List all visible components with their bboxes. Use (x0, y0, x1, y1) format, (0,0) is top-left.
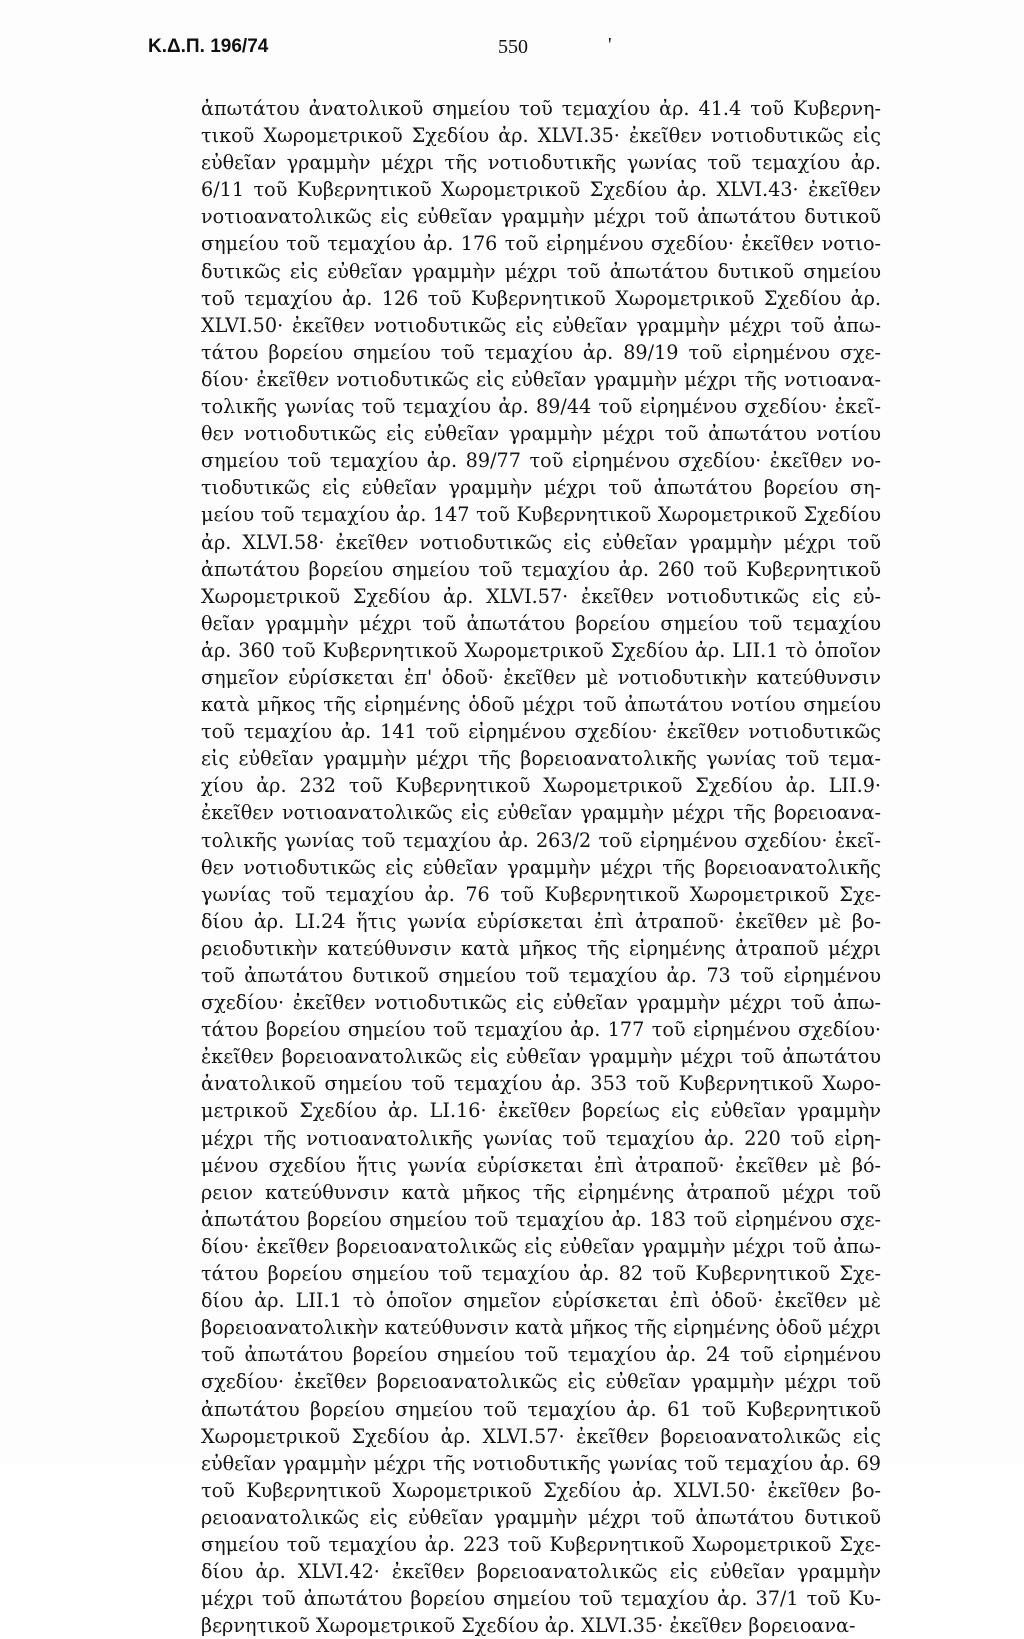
text-line: τάτου βορείου σημείου τοῦ τεμαχίου ἀρ. 82 τοῦ Κυβερνητικοῦ Σχε- (201, 1262, 881, 1286)
page-header (148, 36, 768, 66)
text-line: βορειοανατολικὴν κατεύθυνσιν κατὰ μῆκος τῆς εἰρημένης ὁδοῦ μέχρι (201, 1316, 881, 1340)
text-line: δίου ἀρ. LI.24 ἥτις γωνία εὑρίσκεται ἐπὶ ἀτραποῦ· ἐκεῖθεν μὲ βο- (201, 909, 881, 933)
text-line: τολικῆς γωνίας τοῦ τεμαχίου ἀρ. 89/44 τοῦ εἰρημένου σχεδίου· ἐκεῖ- (201, 395, 881, 419)
text-line: τοῦ τεμαχίου ἀρ. 141 τοῦ εἰρημένου σχεδίου· ἐκεῖθεν νοτιοδυτικῶς (201, 720, 881, 744)
text-line: XLVI.50· ἐκεῖθεν νοτιοδυτικῶς εἰς εὐθεῖαν γραμμὴν μέχρι τοῦ ἀπω- (201, 313, 881, 337)
text-line: τικοῦ Χωρομετρικοῦ Σχεδίου ἀρ. XLVI.35· ἐκεῖθεν νοτιοδυτικῶς εἰς (201, 124, 881, 148)
text-line: βερνητικοῦ Χωρομετρικοῦ Σχεδίου ἀρ. XLVI.35· ἐκεῖθεν βορειοανα- (201, 1614, 856, 1638)
text-line: θεν νοτιοδυτικῶς εἰς εὐθεῖαν γραμμὴν μέχρι τῆς βορειοανατολικῆς (201, 855, 881, 879)
text-line: ρειοδυτικὴν κατεύθυνσιν κατὰ μῆκος τῆς εἰρημένης ἀτραποῦ μέχρι (201, 936, 881, 960)
text-line: δίου· ἐκεῖθεν βορειοανατολικῶς εἰς εὐθεῖαν γραμμὴν μέχρι τοῦ ἀπω- (201, 1234, 881, 1258)
text-line: τάτου βορείου σημείου τοῦ τεμαχίου ἀρ. 177 τοῦ εἰρημένου σχεδίου· (201, 1018, 881, 1042)
text-line: τολικῆς γωνίας τοῦ τεμαχίου ἀρ. 263/2 τοῦ εἰρημένου σχεδίου· ἐκεῖ- (201, 828, 881, 852)
text-line: μείου τοῦ τεμαχίου ἀρ. 147 τοῦ Κυβερνητικοῦ Χωρομετρικοῦ Σχεδίου (201, 503, 881, 527)
text-line: σημεῖον εὑρίσκεται ἐπ' ὁδοῦ· ἐκεῖθεν μὲ νοτιοδυτικὴν κατεύθυνσιν (201, 665, 881, 689)
text-line: τοῦ ἀπωτάτου δυτικοῦ σημείου τοῦ τεμαχίου ἀρ. 73 τοῦ εἰρημένου (201, 964, 881, 987)
text-line: εὐθεῖαν γραμμὴν μέχρι τῆς νοτιοδυτικῆς γωνίας τοῦ τεμαχίου ἀρ. (201, 151, 881, 175)
text-line: μένου σχεδίου ἥτις γωνία εὑρίσκεται ἐπὶ ἀτραποῦ· ἐκεῖθεν μὲ βό- (201, 1153, 881, 1177)
text-line: γωνίας τοῦ τεμαχίου ἀρ. 76 τοῦ Κυβερνητικοῦ Χωρομετρικοῦ Σχε- (201, 882, 881, 906)
text-line: χίου ἀρ. 232 τοῦ Κυβερνητικοῦ Χωρομετρικοῦ Σχεδίου ἀρ. LII.9· (201, 774, 881, 798)
text-line: θεν νοτιοδυτικῶς εἰς εὐθεῖαν γραμμὴν μέχρι τοῦ ἀπωτάτου νοτίου (201, 422, 881, 446)
text-line: σημείου τοῦ τεμαχίου ἀρ. 223 τοῦ Κυβερνητικοῦ Χωρομετρικοῦ Σχε- (201, 1532, 881, 1556)
text-line: μέχρι τῆς νοτιοανατολικῆς γωνίας τοῦ τεμαχίου ἀρ. 220 τοῦ εἰρη- (201, 1126, 881, 1150)
text-line: τοῦ τεμαχίου ἀρ. 126 τοῦ Κυβερνητικοῦ Χωρομετρικοῦ Σχεδίου ἀρ. (201, 286, 881, 310)
text-line: σχεδίου· ἐκεῖθεν βορειοανατολικῶς εἰς εὐθεῖαν γραμμὴν μέχρι τοῦ (201, 1370, 881, 1394)
text-line: ἀπωτάτου βορείου σημείου τοῦ τεμαχίου ἀρ. 183 τοῦ εἰρημένου σχε- (201, 1207, 881, 1231)
text-line: νοτιοανατολικῶς εἰς εὐθεῖαν γραμμὴν μέχρι τοῦ ἀπωτάτου δυτικοῦ (201, 205, 881, 229)
text-line: 6/11 τοῦ Κυβερνητικοῦ Χωρομετρικοῦ Σχεδίου ἀρ. XLVI.43· ἐκεῖθεν (201, 178, 881, 202)
text-line: τάτου βορείου σημείου τοῦ τεμαχίου ἀρ. 89/19 τοῦ εἰρημένου σχε- (201, 340, 881, 364)
text-line: μετρικοῦ Σχεδίου ἀρ. LI.16· ἐκεῖθεν βορείως εἰς εὐθεῖαν γραμμὴν (201, 1099, 881, 1123)
text-line: σημείου τοῦ τεμαχίου ἀρ. 176 τοῦ εἰρημένου σχεδίου· ἐκεῖθεν νοτιο- (201, 232, 881, 256)
text-line: δίου ἀρ. XLVI.42· ἐκεῖθεν βορειοανατολικῶς εἰς εὐθεῖαν γραμμὴν (201, 1560, 881, 1584)
text-line: ἀνατολικοῦ σημείου τοῦ τεμαχίου ἀρ. 353 τοῦ Κυβερνητικοῦ Χωρο- (201, 1072, 881, 1096)
text-line: κατὰ μῆκος τῆς εἰρημένης ὁδοῦ μέχρι τοῦ ἀπωτάτου νοτίου σημείου (201, 693, 881, 717)
text-line: σχεδίου· ἐκεῖθεν νοτιοδυτικῶς εἰς εὐθεῖαν γραμμὴν μέχρι τοῦ ἀπω- (201, 991, 881, 1015)
page-number: 550 (498, 36, 528, 58)
text-line: ἀρ. XLVI.58· ἐκεῖθεν νοτιοδυτικῶς εἰς εὐθεῖαν γραμμὴν μέχρι τοῦ (201, 530, 881, 554)
gazette-reference: Κ.Δ.Π. 196/74 (148, 36, 269, 57)
text-line: εὐθεῖαν γραμμὴν μέχρι τῆς νοτιοδυτικῆς γωνίας τοῦ τεμαχίου ἀρ. 69 (201, 1451, 881, 1475)
text-line: ἀπωτάτου ἀνατολικοῦ σημείου τοῦ τεμαχίου ἀρ. 41.4 τοῦ Κυβερνη- (201, 97, 881, 120)
text-line: θεῖαν γραμμὴν μέχρι τοῦ ἀπωτάτου βορείου σημείου τοῦ τεμαχίου (201, 611, 881, 635)
text-line: μέχρι τοῦ ἀπωτάτου βορείου σημείου τοῦ τεμαχίου ἀρ. 37/1 τοῦ Κυ- (201, 1587, 881, 1611)
text-line: ἀπωτάτου βορείου σημείου τοῦ τεμαχίου ἀρ. 61 τοῦ Κυβερνητικοῦ (201, 1397, 881, 1421)
text-line: ἀπωτάτου βορείου σημείου τοῦ τεμαχίου ἀρ. 260 τοῦ Κυβερνητικοῦ (201, 557, 881, 581)
text-line: ἐκεῖθεν βορειοανατολικῶς εἰς εὐθεῖαν γραμμὴν μέχρι τοῦ ἀπωτάτου (201, 1045, 881, 1069)
body-text (201, 95, 881, 1639)
text-line: Χωρομετρικοῦ Σχεδίου ἀρ. XLVI.57· ἐκεῖθεν βορειοανατολικῶς εἰς (201, 1424, 881, 1448)
text-line: εἰς εὐθεῖαν γραμμὴν μέχρι τῆς βορειοανατολικῆς γωνίας τοῦ τεμα- (201, 747, 881, 771)
text-line: δυτικῶς εἰς εὐθεῖαν γραμμὴν μέχρι τοῦ ἀπωτάτου δυτικοῦ σημείου (201, 259, 881, 283)
text-line: σημείου τοῦ τεμαχίου ἀρ. 89/77 τοῦ εἰρημένου σχεδίου· ἐκεῖθεν νο- (201, 449, 881, 473)
text-line: τοῦ Κυβερνητικοῦ Χωρομετρικοῦ Σχεδίου ἀρ. XLVI.50· ἐκεῖθεν βο- (201, 1478, 881, 1502)
text-line: δίου· ἐκεῖθεν νοτιοδυτικῶς εἰς εὐθεῖαν γραμμὴν μέχρι τῆς νοτιοανα- (201, 367, 881, 391)
text-line: τοῦ ἀπωτάτου βορείου σημείου τοῦ τεμαχίου ἀρ. 24 τοῦ εἰρημένου (201, 1343, 881, 1367)
text-line: τιοδυτικῶς εἰς εὐθεῖαν γραμμὴν μέχρι τοῦ ἀπωτάτου βορείου ση- (201, 476, 881, 500)
text-line: ρειον κατεύθυνσιν κατὰ μῆκος τῆς εἰρημένης ἀτραποῦ μέχρι τοῦ (201, 1180, 881, 1204)
text-line: ἐκεῖθεν νοτιοανατολικῶς εἰς εὐθεῖαν γραμμὴν μέχρι τῆς βορειοανα- (201, 801, 881, 825)
text-line: ἀρ. 360 τοῦ Κυβερνητικοῦ Χωρομετρικοῦ Σχεδίου ἀρ. LII.1 τὸ ὁποῖον (201, 638, 881, 662)
text-line: Χωρομετρικοῦ Σχεδίου ἀρ. XLVI.57· ἐκεῖθεν νοτιοδυτικῶς εἰς εὐ- (201, 584, 881, 608)
text-line: ρειοανατολικῶς εἰς εὐθεῖαν γραμμὴν μέχρι τοῦ ἀπωτάτου δυτικοῦ (201, 1505, 881, 1529)
stray-mark: ' (608, 34, 612, 56)
text-line: δίου ἀρ. LII.1 τὸ ὁποῖον σημεῖον εὑρίσκεται ἐπὶ ὁδοῦ· ἐκεῖθεν μὲ (201, 1289, 881, 1313)
